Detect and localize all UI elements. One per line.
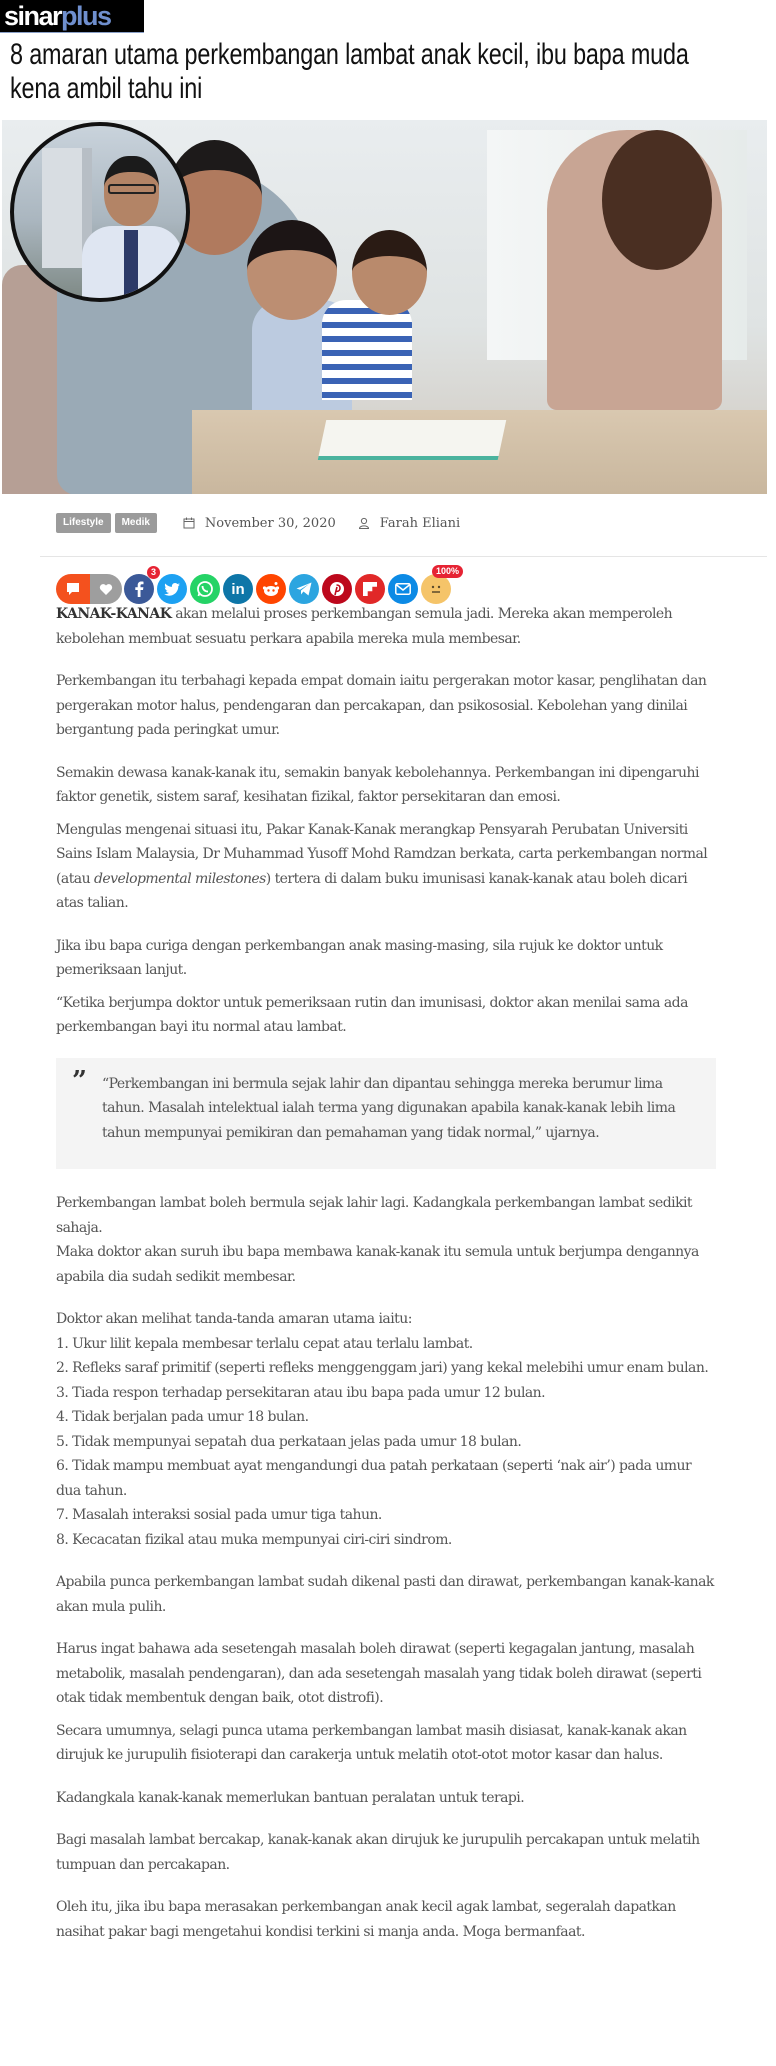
calendar-icon: [183, 517, 195, 529]
paragraph-2: Perkembangan itu terbahagi kepada empat domain iaitu pergerakan motor kasar, penglihatan dan pergerakan motor halus, pendengaran dan percakapan, dan psikososial. Kebolehan yang dinilai bergantung pada peringkat umur.: [56, 673, 707, 738]
paragraph-13: Oleh itu, jika ibu bapa merasakan perkembangan anak kecil agak lambat, segeralah dapatkan nasihat pakar bagi mengetahui kondisi terkini si manja anda. Moga bermanfaat.: [56, 1899, 676, 1940]
flipboard-icon: [363, 582, 377, 596]
tag-medik[interactable]: Medik: [115, 513, 157, 533]
warning-list: [56, 1307, 716, 1552]
list-item: 7. Masalah interaksi sosial pada umur tiga tahun.: [56, 1507, 382, 1523]
twitter-share-button[interactable]: [157, 574, 187, 604]
telegram-share-button[interactable]: [289, 574, 319, 604]
user-icon: [358, 517, 370, 529]
list-item: 1. Ukur lilit kepala membesar terlalu cepat atau terlalu lambat.: [56, 1335, 473, 1352]
facebook-share-count: 3: [147, 566, 160, 579]
hero-book: [318, 420, 507, 460]
article-meta: [56, 513, 460, 533]
twitter-icon: [164, 583, 180, 596]
linkedin-icon: in: [231, 580, 245, 598]
paragraph-1: [56, 602, 716, 651]
hero-mother-head: [602, 130, 712, 270]
article-body: [56, 602, 716, 1962]
list-item: 2. Refleks saraf primitif (seperti refleks menggenggam jari) yang kekal melebihi umur enam bulan.: [56, 1360, 709, 1376]
flipboard-share-button[interactable]: [355, 574, 385, 604]
hero-boy-head: [352, 230, 427, 315]
list-item: 5. Tidak mempunyai sepatah dua perkataan jelas pada umur 18 bulan.: [56, 1433, 522, 1450]
comment-button[interactable]: [56, 574, 90, 604]
share-bar: [56, 566, 459, 604]
paragraph-6: “Ketika berjumpa doktor untuk pemeriksaan rutin dan imunisasi, doktor akan menilai sama ada perkembangan bayi itu normal atau lambat.: [56, 994, 688, 1035]
paragraph-12: Bagi masalah lambat bercakap, kanak-kanak akan dirujuk ke jurupulih percakapan untuk melatih tumpuan dan percakapan.: [56, 1832, 700, 1873]
heart-icon: [99, 583, 113, 596]
logo-text-plus: plus: [61, 0, 111, 31]
paragraph-1-text: akan melalui proses perkembangan semula jadi. Mereka akan memperoleh kebolehan membuat sesuatu perkara apabila mereka mula membesar.: [56, 606, 673, 647]
reaction-button[interactable]: [421, 566, 459, 604]
blockquote-text: “Perkembangan ini bermula sejak lahir dan dipantau sehingga mereka berumur lima tahun. Masalah intelektual ialah terma yang digunakan apabila kanak-kanak lebih lima tahun mempunyai pemikiran dan pemahaman yang tidak normal,” ujarnya.: [102, 1075, 676, 1141]
logo-text-sinar: sinar: [4, 0, 62, 31]
date-text: November 30, 2020: [204, 515, 336, 531]
neutral-face-icon: [427, 580, 445, 598]
article-date: [183, 516, 336, 531]
paragraph-7: [56, 1191, 716, 1289]
doctor-portrait-inset: [10, 122, 190, 302]
whatsapp-share-button[interactable]: [190, 574, 220, 604]
comment-icon: [66, 582, 80, 596]
facebook-share-button[interactable]: [124, 567, 156, 604]
author-name: Farah Eliani: [379, 515, 461, 531]
warning-list-intro: Doktor akan melihat tanda-tanda amaran utama iaitu:: [56, 1311, 412, 1327]
pinterest-share-button[interactable]: [322, 574, 352, 604]
paragraph-4-text-b: ) tertera di dalam buku imunisasi kanak-kanak atau boleh dicari atas talian.: [56, 870, 688, 911]
quote-mark-icon: ”: [72, 1065, 87, 1096]
like-button[interactable]: [90, 574, 122, 604]
paragraph-7-line-2: Maka doktor akan suruh ibu bapa membawa kanak-kanak itu semula untuk berjumpa dengannya apabila dia sudah sedikit membesar.: [56, 1244, 699, 1285]
hero-girl-head: [247, 220, 337, 320]
list-item: 4. Tidak berjalan pada umur 18 bulan.: [56, 1409, 309, 1425]
hero-boy-body: [322, 300, 412, 400]
lead-word: KANAK-KANAK: [56, 606, 172, 622]
pinterest-icon: [329, 581, 345, 597]
reddit-share-button[interactable]: [256, 574, 286, 604]
facebook-icon: [134, 581, 144, 597]
site-logo[interactable]: [0, 0, 144, 33]
linkedin-share-button[interactable]: [223, 574, 253, 604]
reddit-icon: [262, 581, 280, 597]
email-icon: [395, 583, 411, 595]
tag-lifestyle[interactable]: Lifestyle: [56, 513, 111, 533]
telegram-icon: [296, 582, 312, 596]
paragraph-11: Kadangkala kanak-kanak memerlukan bantuan peralatan untuk terapi.: [56, 1789, 525, 1806]
list-item: 3. Tiada respon terhadap persekitaran atau ibu bapa pada umur 12 bulan.: [56, 1384, 546, 1401]
portrait-glasses: [108, 184, 156, 194]
reaction-percentage-badge: 100%: [432, 565, 463, 578]
paragraph-4: [56, 818, 716, 916]
paragraph-3: Semakin dewasa kanak-kanak itu, semakin banyak kebolehannya. Perkembangan ini dipengaruhi faktor genetik, sistem saraf, kesihatan fizikal, faktor persekitaran dan emosi.: [56, 764, 699, 805]
list-item: 6. Tidak mampu membuat ayat mengandungi dua patah perkataan (seperti ‘nak air’) pada umur dua tahun.: [56, 1458, 692, 1499]
blockquote: [56, 1058, 716, 1170]
comment-like-pill: [56, 574, 122, 604]
paragraph-9: Harus ingat bahawa ada sesetengah masalah boleh dirawat (seperti kegagalan jantung, masalah metabolik, masalah pendengaran), dan ada sesetengah masalah yang tidak boleh dirawat (seperti otak tidak membentuk dengan baik, otot distrofi).: [56, 1641, 702, 1706]
paragraph-10: Secara umumnya, selagi punca utama perkembangan lambat masih disiasat, kanak-kanak akan dirujuk ke jurupulih fisioterapi dan carakerja untuk melatih otot-otot motor kasar dan halus.: [56, 1722, 687, 1763]
meta-divider: [40, 556, 767, 557]
article-author[interactable]: [358, 516, 460, 531]
article-title: 8 amaran utama perkembangan lambat anak kecil, ibu bapa muda kena ambil tahu ini: [10, 38, 689, 105]
paragraph-5: Jika ibu bapa curiga dengan perkembangan anak masing-masing, sila rujuk ke doktor untuk pemeriksaan lanjut.: [56, 937, 663, 978]
paragraph-7-line-1: Perkembangan lambat boleh bermula sejak lahir lagi. Kadangkala perkembangan lambat sedikit sahaja.: [56, 1195, 693, 1236]
email-share-button[interactable]: [388, 574, 418, 604]
paragraph-4-italic: developmental milestones: [93, 870, 266, 887]
paragraph-4-text-a: Mengulas mengenai situasi itu, Pakar Kanak-Kanak merangkap Pensyarah Perubatan Universiti Sains Islam Malaysia, Dr Muhammad Yusoff Mohd Ramdzan berkata, carta perkembangan normal (atau: [56, 821, 708, 887]
portrait-tie: [124, 230, 138, 300]
list-item: 8. Kecacatan fizikal atau muka mempunyai ciri-ciri sindrom.: [56, 1531, 452, 1548]
paragraph-8: Apabila punca perkembangan lambat sudah dikenal pasti dan dirawat, perkembangan kanak-kanak akan mula pulih.: [56, 1574, 714, 1615]
whatsapp-icon: [196, 580, 214, 598]
